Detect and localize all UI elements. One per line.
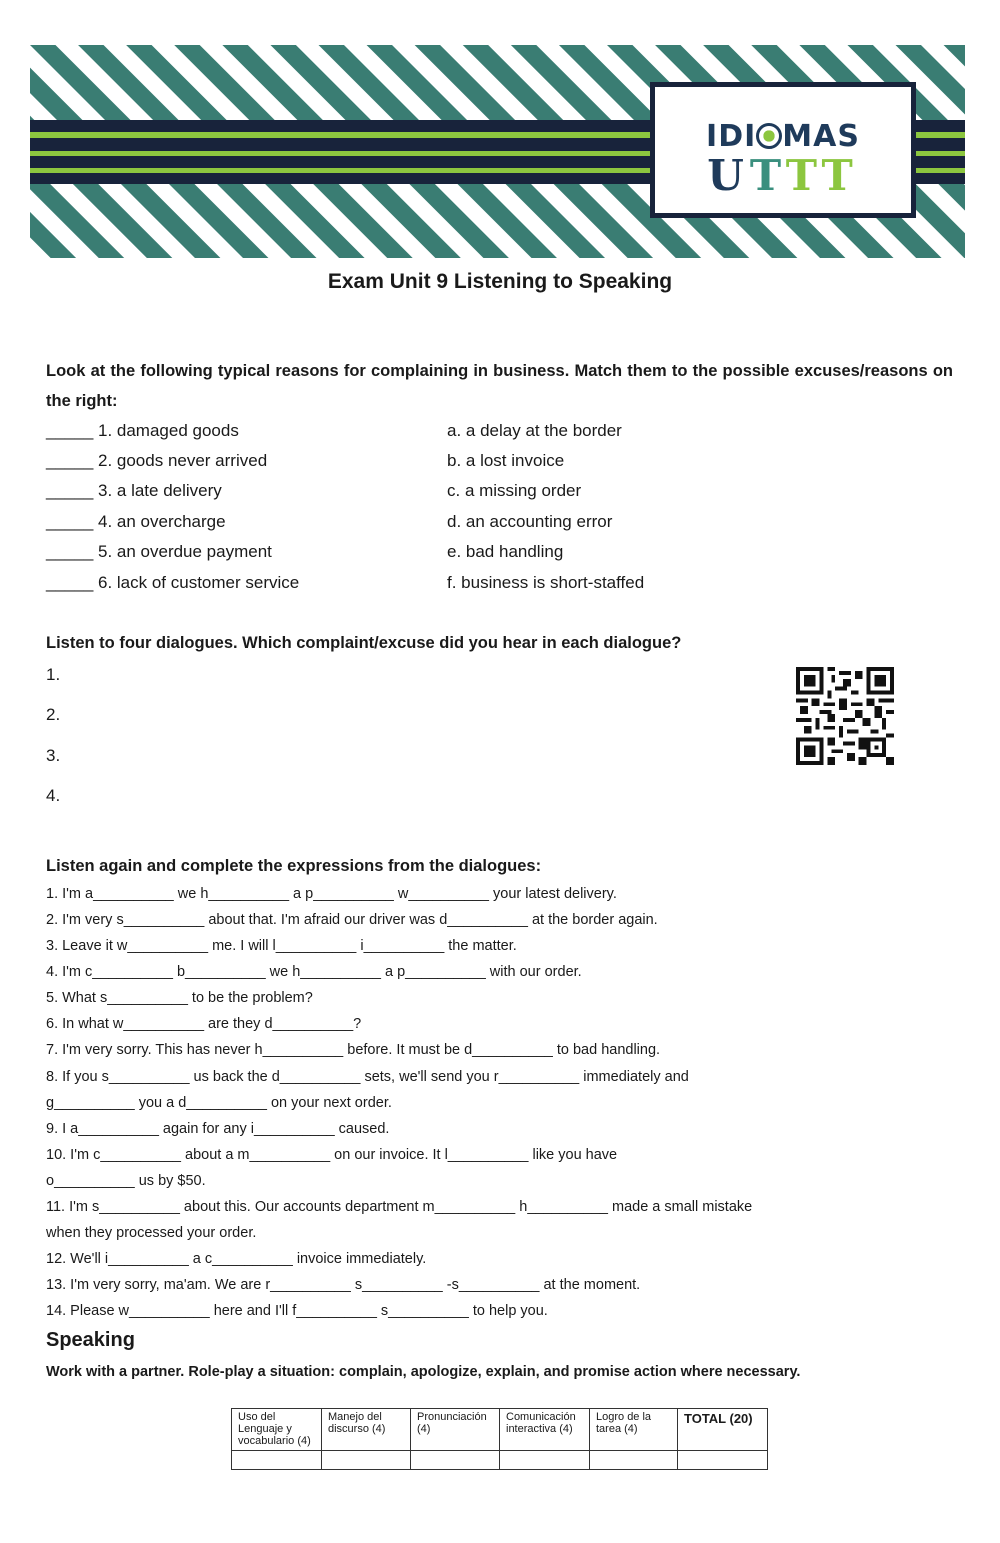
score-cell[interactable]: [500, 1451, 590, 1470]
complaint-item: _____ 5. an overdue payment: [46, 542, 272, 561]
idiomas-uttt-logo: [650, 82, 916, 218]
complaint-item: _____ 4. an overcharge: [46, 512, 226, 531]
qr-code-icon[interactable]: [796, 667, 894, 765]
speaking-instruction: Work with a partner. Role-play a situation: complain, apologize, explain, and promise action where necessary.: [46, 1364, 801, 1380]
rubric-table: [231, 1408, 768, 1470]
rubric-header: Pronunciación (4): [411, 1409, 500, 1451]
dialogue-answer-1: 1.: [46, 665, 61, 684]
complaint-item: _____ 1. damaged goods: [46, 421, 239, 440]
expression-line: when they processed your order.: [46, 1225, 257, 1241]
page-title: Exam Unit 9 Listening to Speaking: [327, 270, 673, 293]
complaint-item: _____ 6. lack of customer service: [46, 573, 300, 592]
rubric-header: Manejo del discurso (4): [322, 1409, 411, 1451]
expressions-instruction: Listen again and complete the expressions from the dialogues:: [46, 857, 542, 875]
expression-line: 5. What s__________ to be the problem?: [46, 990, 313, 1006]
excuse-item: e. bad handling: [447, 542, 564, 561]
expression-line: 12. We'll i__________ a c__________ invoice immediately.: [46, 1251, 427, 1267]
expression-line: 3. Leave it w__________ me. I will l__________ i__________ the matter.: [46, 938, 517, 954]
complaint-item: _____ 2. goods never arrived: [46, 451, 268, 470]
header-banner: [30, 45, 965, 258]
expression-line: 9. I a__________ again for any i__________ caused.: [46, 1121, 390, 1137]
expression-line: 1. I'm a__________ we h__________ a p__________ w__________ your latest delivery.: [46, 886, 617, 902]
expression-line: 8. If you s__________ us back the d__________ sets, we'll send you r__________ immediately and: [46, 1069, 689, 1085]
excuse-item: c. a missing order: [447, 481, 582, 500]
logo-uttt: UTTT: [707, 151, 859, 200]
listening-instruction: Listen to four dialogues. Which complaint/excuse did you hear in each dialogue?: [46, 634, 682, 652]
score-cell[interactable]: [411, 1451, 500, 1470]
speaking-heading: Speaking: [46, 1329, 135, 1351]
dialogue-answer-2: 2.: [46, 705, 61, 724]
total-score-cell[interactable]: [678, 1451, 768, 1470]
dialogue-answer-4: 4.: [46, 786, 61, 805]
score-cell[interactable]: [322, 1451, 411, 1470]
expression-line: 14. Please w__________ here and I'll f__________ s__________ to help you.: [46, 1303, 548, 1319]
expression-line: 2. I'm very s__________ about that. I'm afraid our driver was d__________ at the border again.: [46, 912, 658, 928]
rubric-total-header: TOTAL (20): [678, 1409, 768, 1451]
rubric-header: Uso del Lenguaje y vocabulario (4): [232, 1409, 322, 1451]
rubric-header: Comunicación interactiva (4): [500, 1409, 590, 1451]
excuse-item: d. an accounting error: [447, 512, 613, 531]
rubric-header: Logro de la tarea (4): [590, 1409, 678, 1451]
logo-wordmark: IDI MAS: [706, 119, 860, 154]
matching-instruction: Look at the following typical reasons for complaining in business. Match them to the possible excuses/reasons on the right:: [46, 362, 953, 410]
dialogue-answer-3: 3.: [46, 746, 61, 765]
score-cell[interactable]: [232, 1451, 322, 1470]
expression-line: 4. I'm c__________ b__________ we h__________ a p__________ with our order.: [46, 964, 582, 980]
expression-line: g__________ you a d__________ on your next order.: [46, 1095, 392, 1111]
score-cell[interactable]: [590, 1451, 678, 1470]
expression-line: 7. I'm very sorry. This has never h__________ before. It must be d__________ to bad handling.: [46, 1042, 661, 1058]
expression-line: 13. I'm very sorry, ma'am. We are r__________ s__________ -s__________ at the moment.: [46, 1277, 641, 1293]
expression-line: 6. In what w__________ are they d__________?: [46, 1016, 362, 1032]
expression-line: 10. I'm c__________ about a m__________ on our invoice. It l__________ like you have: [46, 1147, 618, 1163]
expression-line: 11. I'm s__________ about this. Our accounts department m__________ h__________ made a small mistake: [46, 1199, 753, 1215]
excuse-item: f. business is short-staffed: [447, 573, 645, 592]
excuse-item: a. a delay at the border: [447, 421, 622, 440]
excuse-item: b. a lost invoice: [447, 451, 565, 470]
globe-icon: [756, 123, 782, 149]
expression-line: o__________ us by $50.: [46, 1173, 206, 1189]
complaint-item: _____ 3. a late delivery: [46, 481, 222, 500]
